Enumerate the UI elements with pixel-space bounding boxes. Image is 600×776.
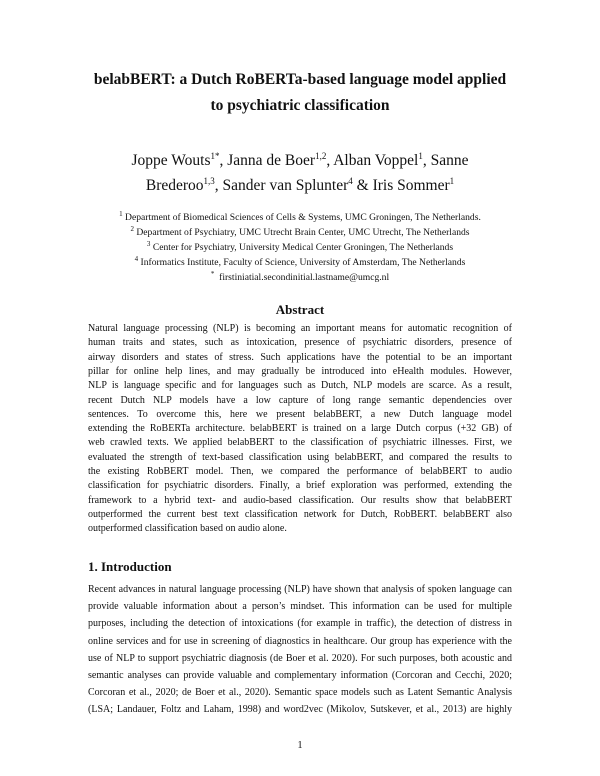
- abstract-line: NLP is language specific and for languages such as Dutch, NLP models are scarce. As a result,: [88, 380, 512, 392]
- abstract-line: framework to a hybrid text- and audio-based classification. Our results show that belabBERT: [88, 494, 512, 506]
- abstract-line: evaluated the strength of text-based classification using belabBERT, and compared the results to: [88, 451, 512, 463]
- author-separator: ,: [214, 177, 223, 194]
- affiliation-line: [60, 226, 540, 240]
- affiliation-text: Center for Psychiatry, University Medical Center Groningen, The Netherlands: [150, 242, 454, 253]
- affiliation-mark: *: [210, 269, 215, 278]
- author-name: Alban Voppel: [333, 152, 419, 169]
- introduction-line: purposes, including the detection of intoxications (for example in traffic), the detection of distress in: [88, 618, 512, 630]
- author-affiliation-mark: 1,2: [315, 150, 327, 161]
- abstract-line: outperformed classification based on audio alone.: [88, 523, 287, 535]
- affiliation-mark: 4: [134, 254, 139, 263]
- author-list-line-1: [60, 150, 540, 172]
- abstract-line: classification for psychiatric disorders. Finally, a brief exploration was performed, extending the: [88, 480, 512, 492]
- abstract-line: the existing RobBERT model. Then, we compared the performance of belabBERT to audio: [88, 466, 512, 477]
- paper-title-line-1: belabBERT: a Dutch RoBERTa-based language model applied: [93, 71, 507, 88]
- affiliation-text: Department of Biomedical Sciences of Cells & Systems, UMC Groningen, The Netherlands.: [122, 212, 481, 223]
- affiliation-text: Informatics Institute, Faculty of Science, University of Amsterdam, The Netherlands: [138, 257, 466, 268]
- author-separator: ,: [326, 152, 334, 169]
- author-name: Sanne: [430, 152, 469, 169]
- affiliation-line: [60, 241, 540, 255]
- introduction-line: Corcoran et al., 2020; de Boer et al., 2020). Semantic space models such as Latent Semantic Analysis: [88, 687, 512, 699]
- affiliation-mark: 3: [146, 239, 151, 248]
- author-separator: ,: [422, 152, 431, 169]
- affiliation-text: firstiniatial.secondinitial.lastname@umcg.nl: [214, 272, 390, 283]
- abstract-line: airway disorders and states of stress. Such applications have the potential to be an important: [88, 351, 512, 363]
- affiliation-line: [60, 211, 540, 225]
- introduction-line: use of NLP to support psychiatric diagnosis (de Boer et al. 2020). For such purposes, both acoustic and: [88, 652, 512, 664]
- author-affiliation-mark: 1*: [210, 150, 220, 161]
- abstract-heading: Abstract: [275, 302, 325, 317]
- author-name: Joppe Wouts: [131, 152, 211, 169]
- abstract-line: sentences. To overcome this, here we present belabBERT, a new Dutch language model: [88, 408, 512, 420]
- introduction-line: (LSA; Landauer, Foltz and Laham, 1998) and word2vec (Mikolov, Sutskever, et al., 2013) are highly: [88, 704, 512, 716]
- author-affiliation-mark: 1,3: [203, 175, 215, 186]
- affiliation-line: [60, 256, 540, 270]
- abstract-line: extending the RoBERTa architecture. belabBERT is trained on a large Dutch corpus (+32 GB) of: [88, 423, 512, 435]
- introduction-line: semantic analyses can provide valuable and complementary information (Corcoran and Cecchi, 2020;: [88, 670, 512, 681]
- author-affiliation-mark: 1: [449, 175, 455, 186]
- abstract-line: outperformed the current best text classification network for Dutch, RobBERT. belabBERT also: [88, 508, 512, 520]
- author-name: Brederoo: [145, 177, 204, 194]
- affiliation-line: [60, 271, 540, 285]
- affiliation-mark: 2: [130, 224, 134, 233]
- introduction-line: Recent advances in natural language processing (NLP) have shown that analysis of spoken language can: [88, 584, 512, 595]
- affiliation-text: Department of Psychiatry, UMC Utrecht Brain Center, UMC Utrecht, The Netherlands: [133, 227, 470, 238]
- abstract-line: recent Dutch NLP models have a low capture of long range semantic dependencies over: [88, 394, 512, 406]
- abstract-line: Natural language processing (NLP) is becoming an important means for automatic recognition of: [88, 323, 512, 334]
- affiliation-mark: 1: [119, 209, 123, 218]
- abstract-line: human traits and states, such as intoxication, presence of psychiatric disorders, presence of: [88, 337, 512, 349]
- paper-title-line-2: to psychiatric classification: [210, 97, 390, 114]
- abstract-line: pillar for online help lines, and may gradually be introduced into eHealth modules. However,: [88, 365, 512, 377]
- author-affiliation-mark: 1: [418, 150, 423, 161]
- introduction-line: online services and for use in screening of diagnostics in healthcare. Our group has experience with the: [88, 635, 512, 647]
- author-list-line-2: [60, 175, 540, 197]
- author-affiliation-mark: 4: [348, 175, 353, 186]
- introduction-heading: 1. Introduction: [88, 559, 172, 574]
- introduction-line: provide valuable information about a person’s mindset. This information can be used for multiple: [88, 601, 512, 613]
- page-number: 1: [297, 740, 303, 751]
- author-name: Sander van Splunter: [222, 177, 349, 194]
- abstract-line: web crawled texts. We applied belabBERT to the classification of psychiatric illnesses. First, we: [88, 437, 512, 449]
- author-separator: &: [352, 177, 373, 194]
- author-name: Iris Sommer: [372, 177, 450, 194]
- author-name: Janna de Boer: [227, 152, 316, 169]
- author-separator: ,: [219, 152, 228, 169]
